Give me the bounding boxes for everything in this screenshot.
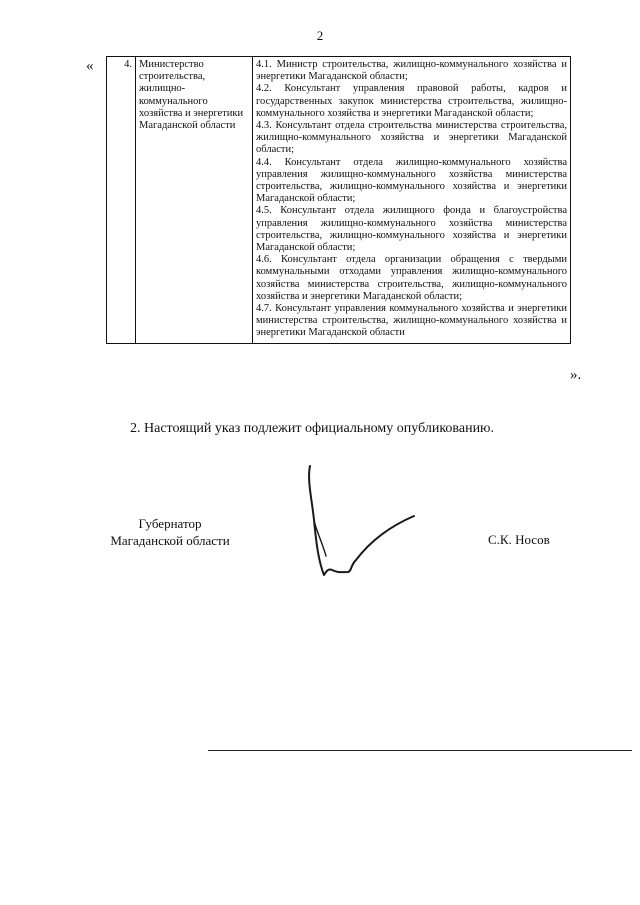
page-number: 2 [316, 28, 324, 43]
decree-paragraph: 2. Настоящий указ подлежит официальному опубликованию. [130, 421, 495, 436]
page-divider [208, 750, 632, 751]
position-item: 4.3. Консультант отдела строительства министерства строительства, жилищно-коммунального хозяйства и энергетики Магаданской области; [256, 120, 567, 156]
position-item: 4.7. Консультант управления коммунального хозяйства и энергетики министерства строительства, жилищно-коммунального хозяйства и энергетики Магаданской области [256, 303, 567, 339]
closing-quote: ». [570, 367, 582, 383]
organization-name: Министерство строительства, жилищно-коммунального хозяйства и энергетики Магаданской области [136, 57, 253, 344]
position-item: 4.5. Консультант отдела жилищного фонда и благоустройства управления жилищно-коммунального хозяйства министерства строительства, жилищно-коммунального хозяйства и энергетики Магаданской области; [256, 205, 567, 254]
signer-name: С.К. Носов [488, 532, 550, 547]
opening-quote: « [86, 58, 94, 74]
position-item: 4.2. Консультант управления правовой работы, кадров и государственных закупок министерства строительства, жилищно-коммунального хозяйства и энергетики Магаданской области; [256, 83, 567, 119]
row-number: 4. [107, 57, 136, 344]
signature-image [290, 460, 420, 590]
position-item: 4.6. Консультант отдела организации обращения с твердыми коммунальными отходами управления жилищно-коммунального хозяйства министерства строительства, жилищно-коммунального хозяйства и энергетики Магаданской области; [256, 254, 567, 302]
positions-list [253, 57, 571, 344]
signer-title [100, 515, 240, 549]
position-item: 4.1. Министр строительства, жилищно-коммунального хозяйства и энергетики Магаданской области; [256, 59, 567, 83]
signer-title-line: Магаданской области [110, 533, 230, 548]
table-row [107, 57, 571, 344]
signer-title-line: Губернатор [138, 516, 202, 531]
appendix-table [106, 56, 571, 344]
position-item: 4.4. Консультант отдела жилищно-коммунального хозяйства управления жилищно-коммунального хозяйства министерства строительства, жилищно-коммунального хозяйства и энергетики Магаданской области; [256, 156, 567, 205]
